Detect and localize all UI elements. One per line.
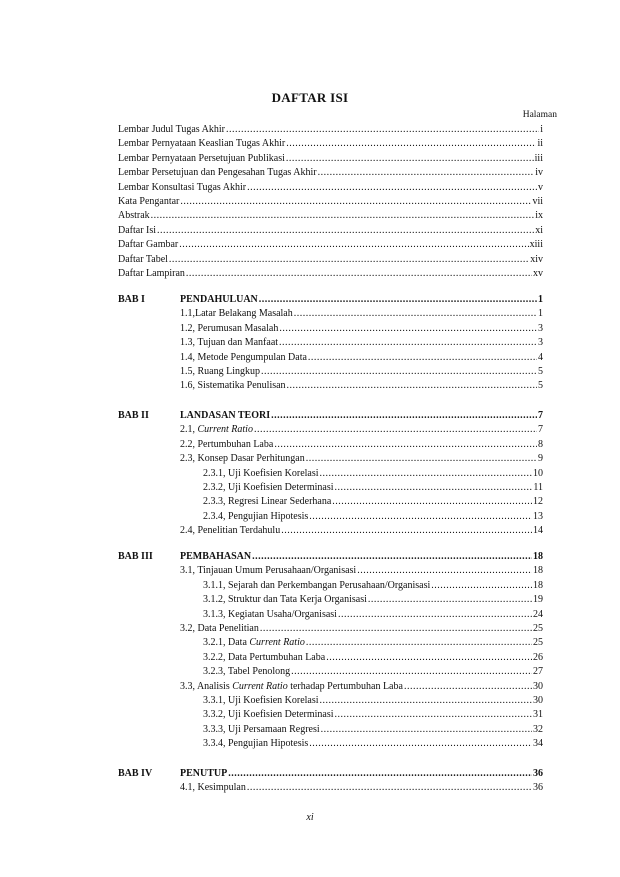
dot-leader [368, 594, 532, 606]
dot-leader [294, 308, 537, 320]
dot-leader [335, 709, 532, 721]
halaman-label: Halaman [522, 110, 557, 120]
toc-entry[interactable] [180, 424, 543, 436]
toc-entry-label: Daftar Gambar [118, 239, 179, 251]
toc-entry-label [203, 637, 305, 649]
toc-entry[interactable] [180, 439, 543, 451]
toc-entry-label: 3.3.2, Uji Koefisien Determinasi [203, 709, 334, 721]
chapter-number: BAB IV [118, 768, 153, 779]
toc-entry-label: 1.4, Metode Pengumpulan Data [180, 351, 307, 363]
toc-entry[interactable] [180, 337, 543, 349]
dot-leader [179, 239, 528, 251]
toc-page-number: xv [533, 268, 543, 279]
toc-entry[interactable] [203, 496, 543, 508]
toc-entry-front[interactable] [118, 167, 543, 179]
toc-entry-label: PEMBAHASAN [180, 551, 252, 562]
toc-entry-label: 4.1, Kesimpulan [180, 782, 246, 794]
toc-entry-label: 3.3.3, Uji Persamaan Regresi [203, 723, 320, 735]
toc-page-number: 31 [533, 709, 543, 721]
toc-entry[interactable] [203, 738, 543, 750]
toc-entry-label: Lembar Judul Tugas Akhir [118, 124, 225, 135]
toc-page-number: 10 [533, 467, 543, 479]
dot-leader [186, 268, 532, 280]
dot-leader [260, 623, 532, 635]
dot-leader [308, 352, 537, 364]
dot-leader [404, 681, 532, 693]
toc-entry[interactable] [203, 695, 543, 707]
toc-entry[interactable] [180, 352, 543, 364]
dot-leader [169, 254, 529, 266]
toc-page-number: 27 [533, 666, 543, 678]
toc-page-number: 19 [533, 594, 543, 606]
toc-entry[interactable] [203, 468, 543, 480]
toc-entry-label: 3.3.4, Pengujian Hipotesis [203, 738, 309, 750]
toc-entry[interactable] [203, 580, 543, 592]
toc-entry-front[interactable] [118, 153, 543, 165]
toc-entry-prefix: 3.3, Analisis [180, 680, 233, 692]
toc-entry[interactable] [203, 652, 543, 664]
toc-chapter-heading[interactable] [180, 410, 543, 422]
toc-page-number: v [538, 181, 543, 193]
dot-leader [247, 182, 537, 194]
dot-leader [326, 652, 532, 664]
toc-page-number: 30 [533, 695, 543, 706]
dot-leader [431, 580, 532, 592]
toc-entry-label: 3.3.1, Uji Koefisien Korelasi [203, 695, 319, 706]
toc-page-number: 25 [533, 637, 543, 649]
toc-entry[interactable] [203, 594, 543, 606]
toc-entry-prefix: 2.1, [180, 424, 198, 436]
toc-page-number: 24 [533, 608, 543, 620]
toc-page-number: 5 [538, 366, 543, 377]
toc-entry-label: 2.3, Konsep Dasar Perhitungan [180, 453, 305, 465]
toc-chapter-heading[interactable] [180, 551, 543, 563]
toc-page-number: 36 [533, 782, 543, 794]
toc-entry-label: PENUTUP [180, 768, 228, 779]
toc-entry[interactable] [180, 565, 543, 577]
toc-page-number: 4 [538, 351, 543, 363]
toc-page-number: iv [535, 167, 543, 179]
toc-page-number: 30 [533, 680, 543, 692]
dot-leader [357, 565, 532, 577]
toc-entry-label: Daftar Tabel [118, 253, 168, 265]
dot-leader [318, 167, 535, 179]
toc-entry-label [180, 681, 403, 693]
dot-leader [259, 294, 537, 306]
dot-leader [252, 551, 532, 563]
toc-entry[interactable] [180, 323, 543, 335]
toc-entry-label: 3.2.2, Data Pertumbuhan Laba [203, 651, 326, 663]
toc-entry[interactable] [203, 637, 543, 649]
dot-leader [309, 738, 532, 750]
toc-entry-label: 1.1,Latar Belakang Masalah [180, 308, 293, 320]
toc-entry[interactable] [180, 681, 543, 693]
toc-entry-front[interactable] [118, 138, 543, 150]
toc-entry-label: Lembar Persetujuan dan Pengesahan Tugas Akhir [118, 167, 317, 179]
dot-leader [157, 225, 534, 237]
toc-page-number: xiii [529, 239, 543, 251]
dot-leader [274, 439, 537, 451]
toc-page-number: xiv [530, 253, 543, 265]
toc-page-number: 14 [533, 525, 543, 537]
toc-entry[interactable] [180, 380, 543, 392]
toc-entry[interactable] [180, 782, 543, 794]
dot-leader [332, 496, 532, 508]
toc-page-number: xi [535, 224, 543, 236]
toc-page-number: ix [535, 210, 543, 222]
toc-page-number: 25 [533, 623, 543, 634]
toc-page-number: 1 [538, 294, 543, 305]
toc-entry[interactable] [180, 366, 543, 378]
chapter-number: BAB I [118, 294, 145, 305]
toc-entry-label: Daftar Isi [118, 224, 157, 236]
toc-entry-label: 1.5, Ruang Lingkup [180, 366, 260, 377]
toc-page-number: ii [537, 138, 543, 150]
dot-leader [279, 337, 537, 349]
toc-entry[interactable] [203, 724, 543, 736]
dot-leader [335, 482, 533, 494]
toc-entry-front[interactable] [118, 268, 543, 280]
toc-page-number: 12 [533, 496, 543, 508]
dot-leader [151, 210, 535, 222]
toc-entry-label: 3.1.3, Kegiatan Usaha/Organisasi [203, 608, 337, 620]
dot-leader [320, 468, 532, 480]
toc-entry-italic: Current Ratio [197, 424, 253, 436]
toc-page-number: 7 [538, 410, 543, 421]
toc-entry[interactable] [203, 482, 543, 494]
toc-page-number: 26 [533, 651, 543, 663]
toc-entry-front[interactable] [118, 239, 543, 251]
toc-entry-label: Lembar Pernyataan Keaslian Tugas Akhir [118, 138, 286, 150]
dot-leader [286, 138, 536, 150]
dot-leader [338, 609, 532, 621]
toc-entry-label [180, 424, 253, 436]
toc-entry-front[interactable] [118, 196, 543, 208]
toc-page-number: 13 [533, 510, 543, 522]
toc-entry-label: PENDAHULUAN [180, 294, 258, 305]
toc-page-number: 5 [538, 380, 543, 392]
toc-entry-label: 2.3.3, Regresi Linear Sederhana [203, 496, 332, 508]
dot-leader [247, 782, 532, 794]
toc-entry-front[interactable] [118, 254, 543, 266]
dot-leader [287, 380, 537, 392]
toc-entry-label: 3.2, Data Penelitian [180, 623, 259, 634]
toc-entry[interactable] [203, 511, 543, 523]
dot-leader [321, 724, 532, 736]
toc-entry-label: 2.3.1, Uji Koefisien Korelasi [203, 467, 319, 479]
toc-entry-prefix: 3.2.1, Data [203, 637, 250, 649]
chapter-number: BAB III [118, 551, 153, 562]
toc-entry-front[interactable] [118, 124, 543, 136]
toc-entry-label: 1.6, Sistematika Penulisan [180, 380, 286, 392]
toc-entry-italic: Current Ratio [232, 680, 288, 692]
dot-leader [309, 511, 532, 523]
toc-page-number: 34 [533, 738, 543, 750]
dot-leader [226, 124, 539, 136]
toc-entry[interactable] [203, 609, 543, 621]
dot-leader [306, 637, 532, 649]
toc-entry-label: 3.1.2, Struktur dan Tata Kerja Organisasi [203, 594, 367, 606]
toc-page-number: 9 [538, 453, 543, 465]
toc-entry-front[interactable] [118, 182, 543, 194]
toc-page-number: 3 [538, 337, 543, 349]
dot-leader [306, 453, 537, 465]
toc-entry[interactable] [180, 453, 543, 465]
page-title: DAFTAR ISI [271, 90, 349, 105]
toc-entry-label: 2.2, Pertumbuhan Laba [180, 438, 274, 450]
toc-page-number: 1 [538, 308, 543, 320]
toc-entry-label: Lembar Pernyataan Persetujuan Publikasi [118, 152, 285, 164]
toc-entry-label: Daftar Lampiran [118, 268, 185, 279]
toc-chapter-heading[interactable] [180, 768, 543, 780]
page-number: xi [306, 812, 314, 823]
toc-page-number: 32 [533, 723, 543, 735]
toc-entry-suffix: terhadap Pertumbuhan Laba [287, 680, 403, 692]
toc-entry-front[interactable] [118, 225, 543, 237]
toc-entry-label: 1.3, Tujuan dan Manfaat [180, 337, 279, 349]
dot-leader [279, 323, 537, 335]
toc-page-number: 3 [538, 322, 543, 334]
toc-entry-label: 3.1, Tinjauan Umum Perusahaan/Organisasi [180, 565, 357, 577]
toc-page-number: i [540, 124, 543, 135]
toc-page-number: 8 [538, 438, 543, 450]
toc-page-number: 18 [533, 565, 543, 577]
toc-entry[interactable] [203, 709, 543, 721]
toc-page-number: 18 [533, 579, 543, 591]
dot-leader [254, 424, 537, 436]
dot-leader [180, 196, 531, 208]
toc-entry[interactable] [203, 666, 543, 678]
dot-leader [261, 366, 537, 378]
dot-leader [291, 666, 532, 678]
toc-entry-label: 2.3.2, Uji Koefisien Determinasi [203, 482, 334, 493]
toc-page-number: 18 [533, 551, 543, 562]
toc-entry-label: Abstrak [118, 210, 150, 222]
dot-leader [320, 695, 532, 707]
chapter-number: BAB II [118, 410, 149, 421]
dot-leader [281, 525, 532, 537]
toc-entry[interactable] [180, 623, 543, 635]
toc-entry-label: LANDASAN TEORI [180, 410, 271, 421]
dot-leader [286, 153, 534, 165]
toc-entry-label: Kata Pengantar [118, 196, 180, 207]
toc-entry-front[interactable] [118, 210, 543, 222]
toc-entry[interactable] [180, 308, 543, 320]
toc-entry[interactable] [180, 525, 543, 537]
toc-entry-label: 2.3.4, Pengujian Hipotesis [203, 510, 309, 522]
toc-entry-label: 3.1.1, Sejarah dan Perkembangan Perusahaan/Organisasi [203, 579, 431, 591]
dot-leader [271, 410, 537, 422]
dot-leader [228, 768, 532, 780]
toc-page-number: 36 [533, 768, 543, 779]
toc-entry-label: 1.2, Perumusan Masalah [180, 322, 279, 334]
toc-entry-label: 2.4, Penelitian Terdahulu [180, 525, 281, 537]
toc-page-number: 7 [538, 424, 543, 436]
toc-page-number: vii [532, 196, 543, 207]
toc-page-number: 11 [533, 482, 543, 493]
toc-page-number: iii [534, 152, 543, 164]
toc-chapter-heading[interactable] [180, 294, 543, 306]
toc-entry-label: Lembar Konsultasi Tugas Akhir [118, 181, 247, 193]
toc-entry-label: 3.2.3, Tabel Penolong [203, 666, 291, 678]
toc-entry-italic: Current Ratio [249, 637, 305, 649]
